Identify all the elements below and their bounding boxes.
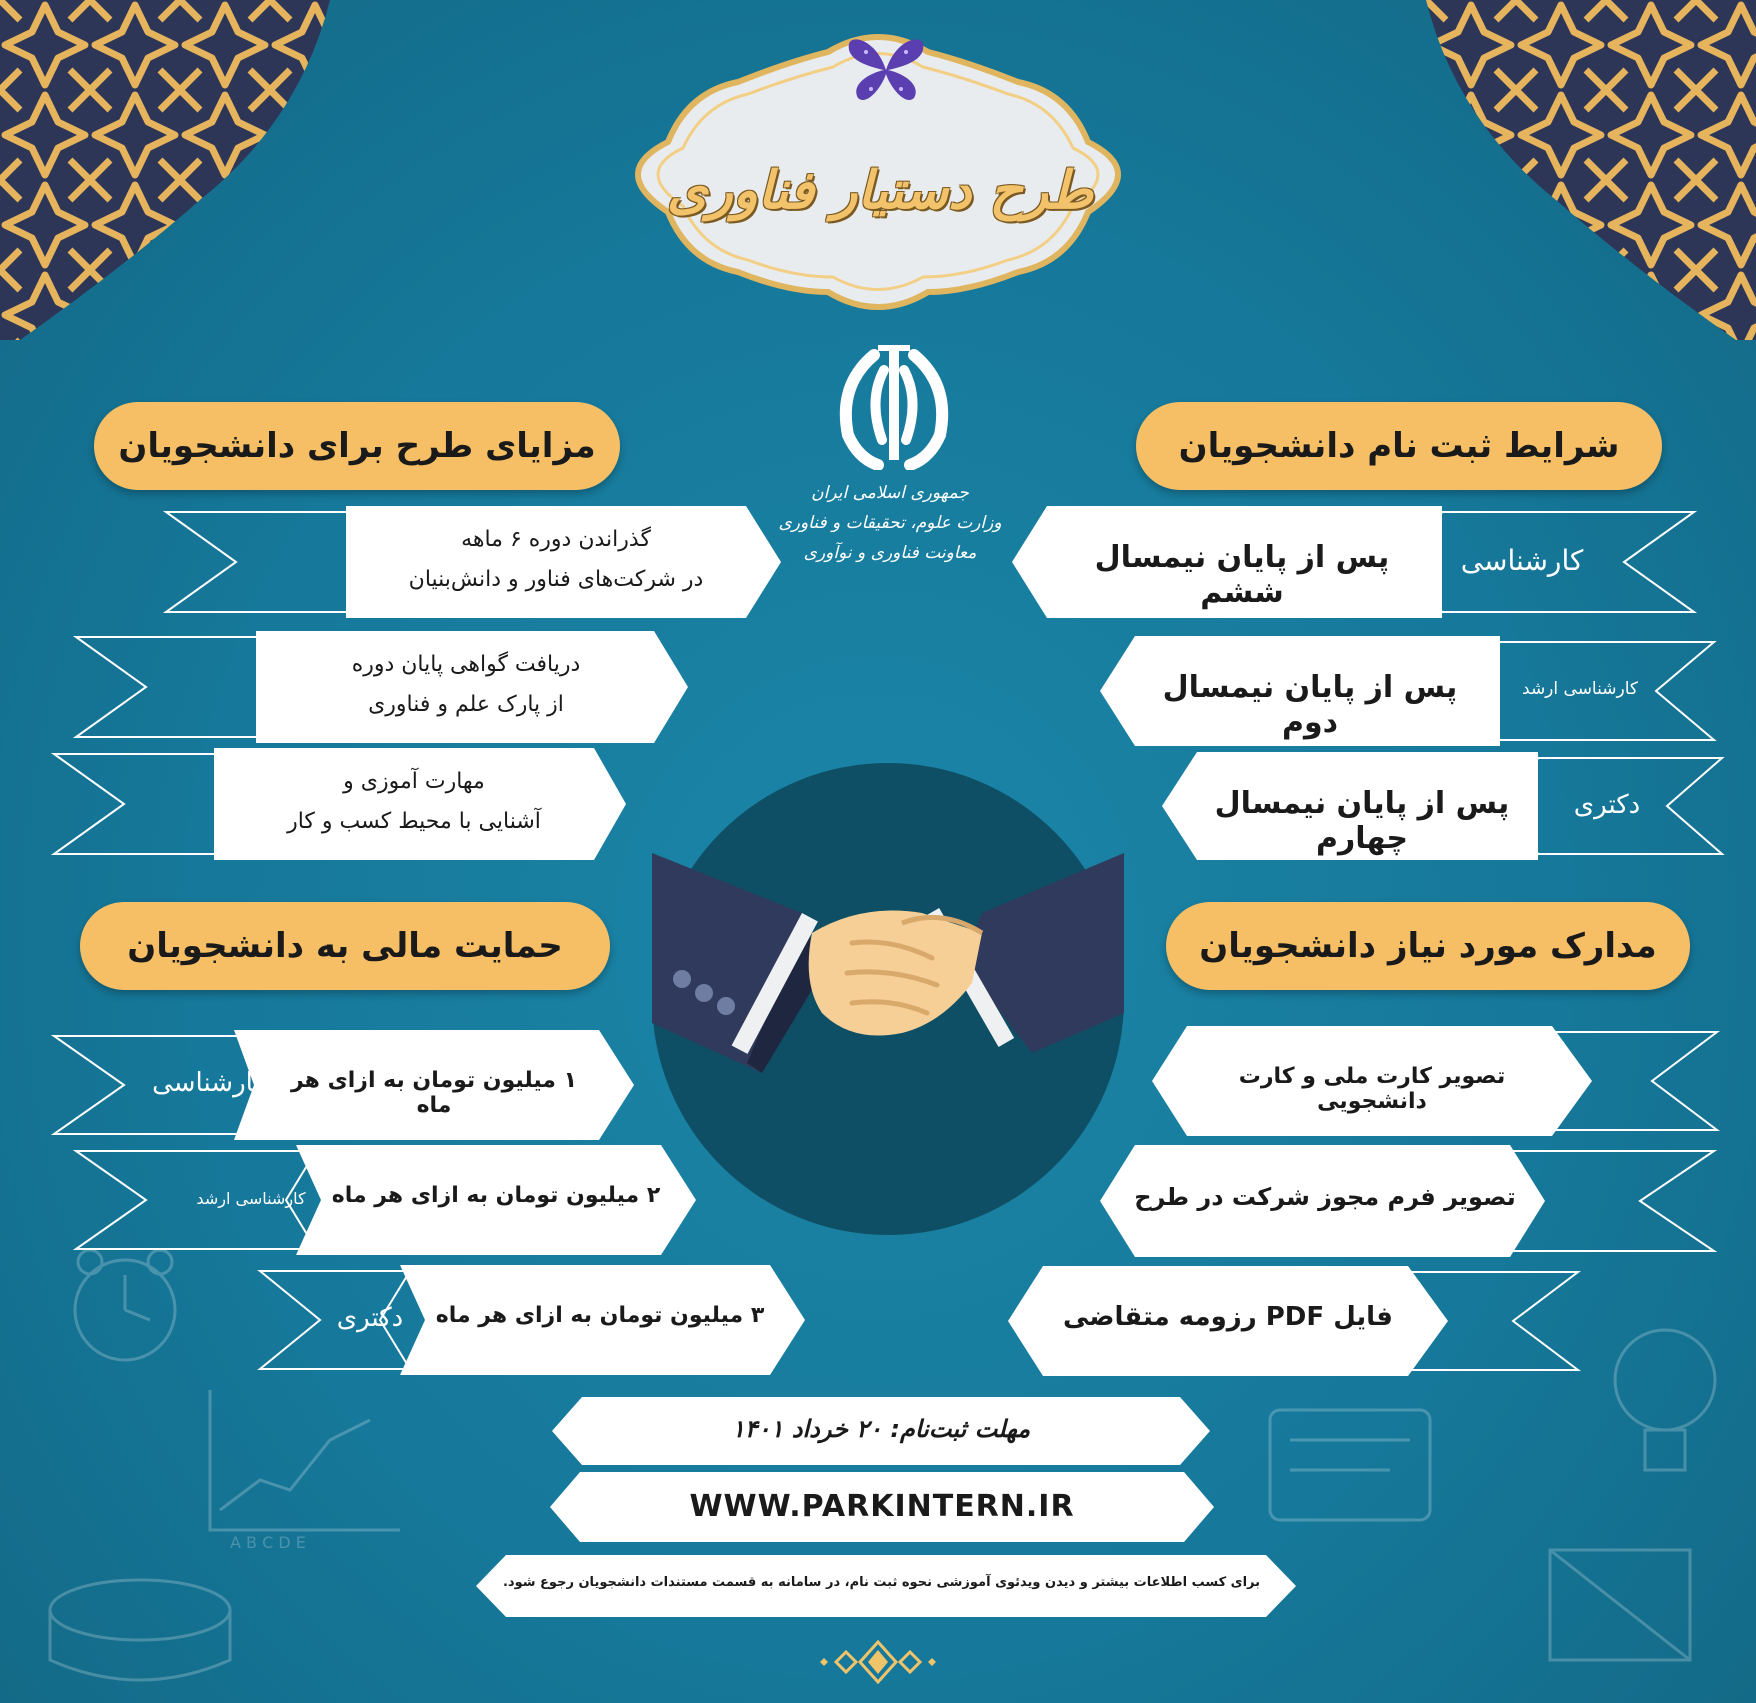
degree-label: کارشناسی ارشد [196,1189,306,1208]
ministry-caption [770,478,1010,568]
degree-label: کارشناسی [152,1068,266,1098]
website-link[interactable] [550,1472,1214,1542]
registration-text: پس از پایان نیمسال دوم [1162,670,1458,740]
benefits-heading: مزایای طرح برای دانشجویان [94,402,620,490]
website-url[interactable]: WWW.PARKINTERN.IR [689,1489,1075,1524]
benefit-line-1: دریافت گواهی پایان دوره [351,652,581,677]
registration-item [1162,752,1722,860]
documents-heading: مدارک مورد نیاز دانشجویان [1166,902,1690,990]
footnote-banner [476,1555,1296,1617]
document-text: تصویر کارت ملی و کارت دانشجویی [1238,1064,1506,1114]
registration-item [1100,636,1714,746]
financial-item [54,1030,634,1140]
document-text: تصویر فرم مجوز شرکت در طرح [1134,1183,1516,1211]
pen-doodle-icon [1250,1370,1470,1530]
financial-item [260,1265,805,1375]
iran-emblem-icon [818,340,970,470]
financial-text: ۱ میلیون تومان به ازای هر ماه [290,1068,578,1118]
svg-text:A B C D E: A B C D E [230,1533,306,1550]
benefit-line-2: از پارک علم و فناوری [368,692,564,717]
benefit-line-2: در شرکت‌های فناور و دانش‌بنیان [408,567,704,592]
benefit-item [54,748,626,860]
handshake-icon [652,763,1124,1235]
financial-text: ۲ میلیون تومان به ازای هر ماه [331,1183,661,1208]
degree-label: دکتری [336,1303,404,1333]
benefit-line-2: آشنایی با محیط کسب و کار [287,809,541,834]
clock-doodle-icon [60,1240,190,1370]
registration-text: پس از پایان نیمسال ششم [1094,540,1390,610]
registration-item [1012,506,1694,618]
benefit-line-1: مهارت آموزی و [343,769,485,794]
degree-label: کارشناسی [1460,544,1584,577]
degree-label: کارشناسی ارشد [1522,679,1638,699]
graph-doodle-icon [190,1380,410,1550]
document-item [1100,1145,1714,1257]
document-item [1152,1026,1717,1136]
footnote-text: برای کسب اطلاعات بیشتر و دیدن ویدئوی آموزشی نحوه ثبت نام، در سامانه به قسمت مستندات دانشجویان رجوع شود. [502,1575,1260,1590]
financial-item [76,1145,696,1255]
financial-text: ۳ میلیون تومان به ازای هر ماه [435,1303,765,1328]
registration-heading: شرایط ثبت نام دانشجویان [1136,402,1662,490]
document-item [1008,1266,1578,1376]
document-text: فایل PDF رزومه متقاضی [1063,1302,1393,1332]
ministry-line-3: معاونت فناوری و نوآوری [803,543,977,563]
butterfly-logo-icon [846,34,926,106]
page-title: طرح دستیار فناوری [666,160,1094,221]
benefit-item [76,631,688,743]
benefit-line-1: گذراندن دوره ۶ ماهه [461,527,651,552]
registration-text: پس از پایان نیمسال چهارم [1214,786,1510,856]
degree-label: دکتری [1573,790,1641,820]
diamond-ornament-icon [818,1640,938,1684]
benefit-item [166,506,781,618]
doodle-star-icon [1540,1540,1700,1680]
ministry-line-2: وزارت علوم، تحقیقات و فناوری [778,513,1002,533]
bulb-doodle-icon [1600,1310,1730,1510]
deadline-banner [552,1397,1210,1465]
corner-ornament-icon [1426,0,1756,340]
cake-doodle-icon [40,1560,240,1690]
financial-heading: حمایت مالی به دانشجویان [80,902,610,990]
deadline-text: مهلت ثبت‌نام: ۲۰ خرداد ۱۴۰۱ [731,1415,1031,1443]
ministry-line-1: جمهوری اسلامی ایران [811,483,969,503]
corner-ornament-icon [0,0,330,340]
